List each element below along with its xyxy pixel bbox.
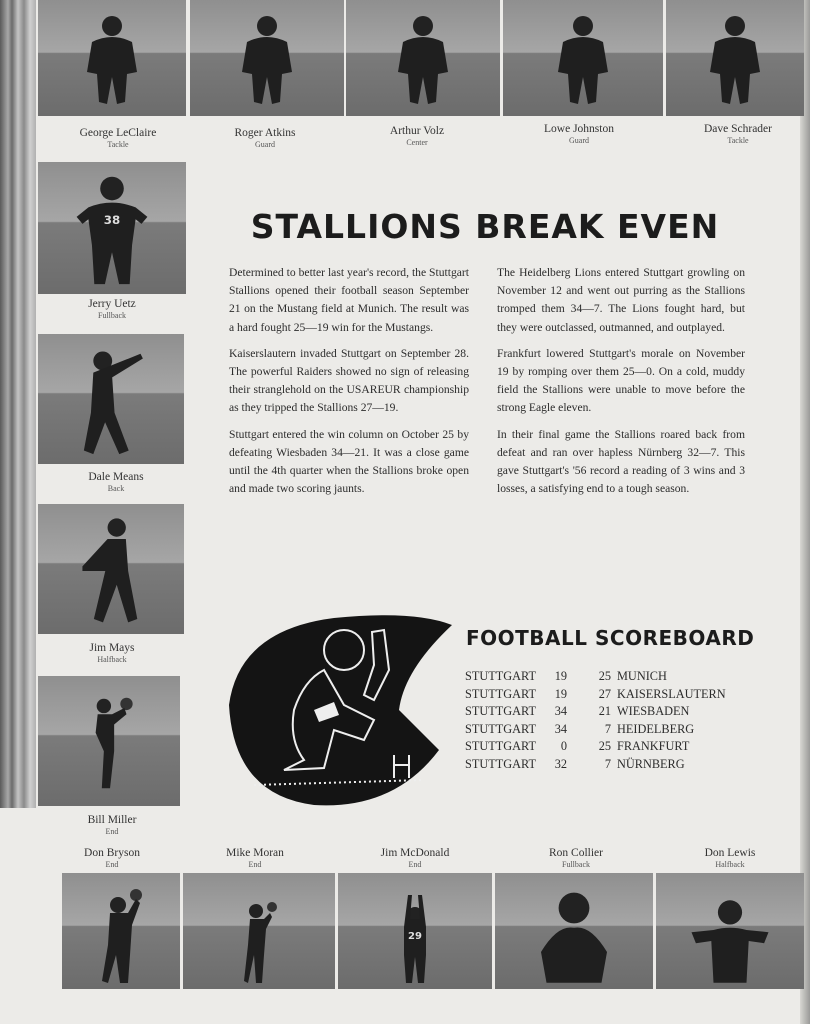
book-spine [0,0,36,808]
player-position: Halfback [97,655,127,664]
player-name: Arthur Volz [389,125,445,137]
player-position: Guard [255,140,275,149]
home-score: 34 [554,704,567,719]
player-photo [62,873,180,989]
player-photo [656,873,804,989]
away-score: 25 [598,669,611,683]
scoreboard-title: FOOTBALL SCOREBOARD [466,626,755,650]
player-caption [185,847,325,869]
home-team: STUTTGART [465,721,536,736]
player-caption [42,847,182,869]
score-row [465,668,765,686]
paragraph: The Heidelberg Lions entered Stuttgart growling on November 12 and went out purring as the Stallions tromped them 34—7. The Lions fought hard, but they were outclassed, outmanned, and outplayed. [497,266,745,334]
player-photo [338,873,492,989]
player-position: End [105,860,119,869]
page-title: STALLIONS BREAK EVEN [250,207,720,246]
player-position: Fullback [98,311,126,320]
player-name: Jim Mays [89,642,135,654]
home-score: 32 [554,756,567,771]
home-team: STUTTGART [465,704,536,719]
player-name: Jerry Uetz [88,298,136,310]
player-photo [38,0,186,116]
player-caption [46,471,186,493]
home-score: 19 [554,686,567,701]
player-name: George LeClaire [79,127,157,139]
score-row [465,703,765,721]
away-score: 27 [598,686,611,701]
player-name: Mike Moran [226,847,284,859]
player-photo [495,873,653,989]
away-score: 7 [604,721,611,736]
home-score: 34 [554,721,567,736]
home-team: STUTTGART [465,686,536,701]
score-row [465,738,765,756]
player-caption [195,127,335,149]
paragraph: Frankfurt lowered Stuttgart's morale on November 19 by romping over them 25—0. On a cold, muddy field the Stallions were unable to move before the strong Eagle eleven. [497,346,745,415]
home-team: STUTTGART [465,669,536,683]
player-position: Center [406,138,428,147]
jersey-number: 29 [408,931,422,942]
player-name: Don Bryson [84,847,140,859]
player-caption [42,642,182,664]
player-position: Guard [569,136,589,145]
player-photo [190,0,344,116]
player-photo [346,0,500,116]
home-score: 0 [560,739,567,754]
player-photo [38,162,186,294]
away-score: 7 [604,756,611,771]
away-team: FRANKFURT [617,739,690,754]
player-photo [503,0,663,116]
home-team: STUTTGART [465,739,536,754]
football-player-emblem [224,610,454,810]
paragraph: Stuttgart entered the win column on October 25 by defeating Wiesbaden 34—21. It was a close game until the 4th quarter when the Stallions broke open and made two scoring jaunts. [229,427,469,496]
player-name: Dale Means [88,471,144,483]
player-position: End [105,827,119,836]
player-photo [666,0,804,116]
player-caption [668,123,808,145]
article-column-right [497,264,745,506]
player-caption [42,814,182,836]
score-row [465,721,765,739]
score-row [465,756,765,774]
player-caption [345,847,485,869]
player-position: Tackle [107,140,129,149]
player-caption [347,125,487,147]
player-photo [38,334,184,464]
player-name: Dave Schrader [703,123,772,135]
player-name: Jim McDonald [380,847,450,859]
player-photo [38,676,180,806]
article-column-left [229,264,469,506]
score-row [465,686,765,704]
player-name: Bill Miller [87,814,137,826]
player-position: End [248,860,262,869]
player-position: End [408,860,422,869]
away-team: KAISERSLAUTERN [617,686,726,701]
away-score: 25 [598,739,611,754]
paragraph: Kaiserslautern invaded Stuttgart on September 28. The powerful Raiders showed no sign of releasing their stranglehold on the USAREUR championship as they tripped the Stallions 27—19. [229,346,469,415]
player-position: Tackle [727,136,749,145]
player-position: Back [107,484,125,493]
player-name: Lowe Johnston [544,123,614,135]
scoreboard-table [465,668,765,774]
jersey-number: 38 [103,212,121,227]
paragraph: Determined to better last year's record, the Stuttgart Stallions opened their football season September 21 on the Mustang field at Munich. The result was a hard fought 25—19 win for the Mustangs. [229,266,469,334]
player-photo [183,873,335,989]
home-score: 19 [554,669,567,683]
player-caption [48,127,188,149]
player-caption [509,123,649,145]
player-name: Roger Atkins [234,127,296,139]
paragraph: In their final game the Stallions roared back from defeat and ran over hapless Nürnberg 32—7. This gave Stuttgart's '56 record a reading of 3 wins and 3 losses, a satisfying end to a tough season. [497,427,745,496]
player-caption [660,847,800,869]
player-caption [506,847,646,869]
player-name: Ron Collier [549,847,603,859]
player-caption [42,298,182,320]
away-score: 21 [598,704,611,719]
player-name: Don Lewis [704,847,756,859]
player-position: Fullback [562,860,590,869]
away-team: HEIDELBERG [617,721,695,736]
away-team: WIESBADEN [617,704,690,719]
player-position: Halfback [715,860,745,869]
player-photo [38,504,184,634]
away-team: NÜRNBERG [617,756,685,771]
away-team: MUNICH [617,669,667,683]
home-team: STUTTGART [465,756,536,771]
page-edge [800,0,810,1024]
